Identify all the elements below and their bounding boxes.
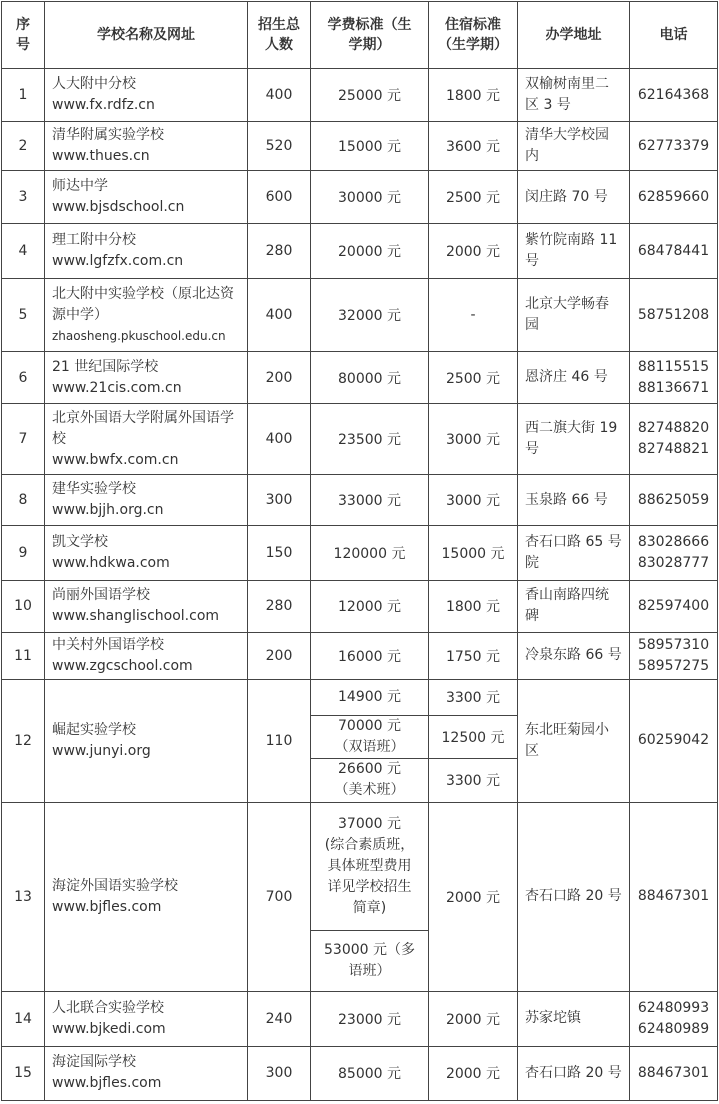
board-cell: 2000 元 (429, 802, 518, 991)
seq-cell: 15 (2, 1046, 45, 1100)
school-url[interactable]: www.thues.cn (52, 148, 150, 165)
school-url[interactable]: www.bjfles.com (52, 1075, 162, 1092)
tuition-note: 具体班型费用 (327, 857, 412, 874)
school-name: 中关村外国语学校 (52, 636, 164, 653)
school-name: 师达中学 (52, 178, 108, 195)
address-cell: 紫竹院南路 11 号 (518, 224, 630, 279)
table-row (2, 1046, 718, 1100)
address-cell: 北京大学畅春园 (518, 279, 630, 352)
address-cell: 双榆树南里二区 3 号 (518, 69, 630, 122)
phone-number: 88467301 (637, 888, 710, 905)
school-cell (45, 69, 248, 122)
school-name: 人北联合实验学校 (52, 999, 164, 1016)
school-cell (45, 526, 248, 581)
table-row (2, 122, 718, 171)
phone-cell (630, 224, 718, 279)
tuition-cell: 25000 元 (311, 69, 429, 122)
tuition-cell: 23500 元 (311, 404, 429, 475)
enroll-cell: 200 (248, 352, 311, 404)
phone-number: 58957275 (637, 657, 710, 674)
school-url[interactable]: www.bjkedi.com (52, 1020, 166, 1037)
board-cell: 3000 元 (429, 404, 518, 475)
table-row (2, 526, 718, 581)
phone-number: 62480993 (637, 999, 710, 1016)
board-cell: 1750 元 (429, 632, 518, 679)
board-cell: 3000 元 (429, 475, 518, 526)
tuition-cell: 32000 元 (311, 279, 429, 352)
school-cell (45, 632, 248, 679)
board-cell: 2500 元 (429, 352, 518, 404)
enroll-cell: 520 (248, 122, 311, 171)
enroll-cell: 300 (248, 475, 311, 526)
tuition-cell (311, 679, 429, 715)
phone-cell (630, 802, 718, 991)
phone-number: 62859660 (637, 188, 710, 205)
header-tuition: 学费标准（生学期） (311, 2, 429, 69)
school-cell (45, 802, 248, 991)
school-name: 人大附中分校 (52, 76, 136, 93)
seq-cell: 11 (2, 632, 45, 679)
table-row (2, 475, 718, 526)
header-seq: 序号 (2, 2, 45, 69)
seq-cell: 12 (2, 679, 45, 802)
seq-cell: 14 (2, 991, 45, 1046)
school-url[interactable]: www.bjjh.org.cn (52, 502, 164, 519)
phone-cell (630, 122, 718, 171)
address-cell: 香山南路四统碑 (518, 581, 630, 632)
tuition-line: 53000 元（多 (324, 941, 415, 958)
tuition-line: 70000 元 (338, 717, 401, 734)
school-url[interactable]: www.21cis.com.cn (52, 379, 182, 396)
tuition-note: 语班） (348, 962, 391, 979)
tuition-cell: 33000 元 (311, 475, 429, 526)
table-row (2, 991, 718, 1046)
enroll-cell: 400 (248, 404, 311, 475)
header-phone: 电话 (630, 2, 718, 69)
table-row (2, 171, 718, 224)
school-cell (45, 991, 248, 1046)
phone-number: 88467301 (637, 1064, 710, 1081)
table-row (2, 581, 718, 632)
school-url[interactable]: www.bjfles.com (52, 898, 162, 915)
tuition-cell: 15000 元 (311, 122, 429, 171)
table-row (2, 352, 718, 404)
school-name: 21 世纪国际学校 (52, 358, 159, 375)
tuition-cell (311, 802, 429, 930)
phone-cell (630, 404, 718, 475)
tuition-cell: 23000 元 (311, 991, 429, 1046)
school-url[interactable]: www.fx.rdfz.cn (52, 97, 155, 114)
table-row (2, 279, 718, 352)
board-cell: 1800 元 (429, 69, 518, 122)
phone-number: 58957310 (637, 636, 710, 653)
school-name: 尚丽外国语学校 (52, 587, 150, 604)
school-cell (45, 224, 248, 279)
board-cell: 12500 元 (429, 715, 518, 758)
seq-cell: 4 (2, 224, 45, 279)
enroll-cell: 150 (248, 526, 311, 581)
tuition-note: 详见学校招生 (327, 878, 412, 895)
phone-cell (630, 279, 718, 352)
tuition-line: 37000 元 (338, 815, 401, 832)
enroll-cell: 600 (248, 171, 311, 224)
board-cell: 2000 元 (429, 1046, 518, 1100)
school-name: 理工附中分校 (52, 232, 136, 249)
school-name: 海淀国际学校 (52, 1054, 136, 1071)
tuition-cell: 85000 元 (311, 1046, 429, 1100)
phone-cell (630, 679, 718, 802)
tuition-cell: 80000 元 (311, 352, 429, 404)
phone-number: 83028777 (637, 555, 710, 572)
tuition-cell: 120000 元 (311, 526, 429, 581)
school-url[interactable]: www.bwfx.com.cn (52, 451, 179, 468)
board-cell: 2500 元 (429, 171, 518, 224)
tuition-note: (综合素质班， (324, 836, 415, 853)
header-address: 办学地址 (518, 2, 630, 69)
phone-number: 88115515 (637, 358, 710, 375)
phone-cell (630, 581, 718, 632)
seq-cell: 9 (2, 526, 45, 581)
school-url[interactable]: www.shanglischool.com (52, 608, 220, 625)
address-cell: 杏石口路 20 号 (518, 802, 630, 991)
phone-cell (630, 352, 718, 404)
school-url[interactable]: www.lgfzfx.com.cn (52, 253, 184, 270)
enroll-cell: 240 (248, 991, 311, 1046)
phone-cell (630, 69, 718, 122)
seq-cell: 6 (2, 352, 45, 404)
tuition-cell (311, 930, 429, 991)
table-row (2, 632, 718, 679)
phone-number: 62773379 (637, 137, 710, 154)
school-name: 建华实验学校 (52, 481, 136, 498)
board-cell: 15000 元 (429, 526, 518, 581)
phone-cell (630, 171, 718, 224)
address-cell: 西二旗大街 19 号 (518, 404, 630, 475)
phone-cell (630, 526, 718, 581)
phone-number: 88136671 (637, 379, 710, 396)
phone-number: 58751208 (637, 306, 710, 323)
address-cell: 恩济庄 46 号 (518, 352, 630, 404)
header-board: 住宿标准（生学期） (429, 2, 518, 69)
board-cell: 3600 元 (429, 122, 518, 171)
seq-cell: 7 (2, 404, 45, 475)
phone-cell (630, 991, 718, 1046)
phone-number: 82597400 (637, 597, 710, 614)
table-row (2, 224, 718, 279)
seq-cell: 8 (2, 475, 45, 526)
tuition-note: （双语班） (334, 738, 405, 755)
tuition-note: 简章) (352, 899, 387, 916)
address-cell: 东北旺菊园小区 (518, 679, 630, 802)
school-cell (45, 581, 248, 632)
phone-number: 60259042 (637, 732, 710, 749)
address-cell: 闵庄路 70 号 (518, 171, 630, 224)
enroll-cell: 400 (248, 69, 311, 122)
board-cell: 3300 元 (429, 679, 518, 715)
school-cell (45, 279, 248, 352)
board-cell: 1800 元 (429, 581, 518, 632)
school-name: 海淀外国语实验学校 (52, 877, 178, 894)
address-cell: 冷泉东路 66 号 (518, 632, 630, 679)
school-cell (45, 1046, 248, 1100)
school-cell (45, 171, 248, 224)
school-cell (45, 475, 248, 526)
tuition-cell: 12000 元 (311, 581, 429, 632)
tuition-cell: 30000 元 (311, 171, 429, 224)
seq-cell: 1 (2, 69, 45, 122)
seq-cell: 5 (2, 279, 45, 352)
phone-number: 62164368 (637, 86, 710, 103)
enroll-cell: 280 (248, 581, 311, 632)
board-cell: 2000 元 (429, 224, 518, 279)
seq-cell: 2 (2, 122, 45, 171)
phone-cell (630, 1046, 718, 1100)
enroll-cell: 110 (248, 679, 311, 802)
board-cell: 3300 元 (429, 758, 518, 802)
seq-cell: 10 (2, 581, 45, 632)
address-cell: 杏石口路 20 号 (518, 1046, 630, 1100)
enroll-cell: 200 (248, 632, 311, 679)
table-row (2, 679, 718, 715)
school-name: 凯文学校 (52, 534, 108, 551)
school-fee-table (1, 1, 718, 1101)
school-name: 清华附属实验学校 (52, 127, 164, 144)
table-row (2, 802, 718, 930)
school-name: 北京外国语大学附属外国语学校 (52, 409, 234, 447)
school-url[interactable]: www.junyi.org (52, 742, 151, 759)
tuition-cell (311, 758, 429, 802)
school-url[interactable]: www.zgcschool.com (52, 657, 193, 674)
phone-cell (630, 475, 718, 526)
tuition-line: 26600 元 (338, 761, 401, 778)
phone-number: 62480989 (637, 1020, 710, 1037)
table-row (2, 404, 718, 475)
tuition-cell: 16000 元 (311, 632, 429, 679)
school-url[interactable]: www.hdkwa.com (52, 555, 170, 572)
header-row (2, 2, 718, 69)
enroll-cell: 280 (248, 224, 311, 279)
school-url[interactable]: www.bjsdschool.cn (52, 199, 185, 216)
address-cell: 清华大学校园内 (518, 122, 630, 171)
phone-number: 82748820 (637, 420, 710, 437)
board-cell: - (429, 279, 518, 352)
school-cell (45, 404, 248, 475)
phone-cell (630, 632, 718, 679)
seq-cell: 3 (2, 171, 45, 224)
board-cell: 2000 元 (429, 991, 518, 1046)
phone-number: 83028666 (637, 534, 710, 551)
phone-number: 82748821 (637, 441, 710, 458)
school-cell (45, 352, 248, 404)
school-cell (45, 679, 248, 802)
tuition-line: 14900 元 (338, 688, 401, 705)
school-url[interactable]: zhaosheng.pkuschool.edu.cn (52, 328, 226, 343)
school-cell (45, 122, 248, 171)
header-school: 学校名称及网址 (45, 2, 248, 69)
header-enroll: 招生总人数 (248, 2, 311, 69)
table-row (2, 69, 718, 122)
school-name: 北大附中实验学校（原北达资源中学） (52, 285, 234, 323)
tuition-note: （美术班） (334, 782, 405, 799)
phone-number: 68478441 (637, 242, 710, 259)
tuition-cell (311, 715, 429, 758)
enroll-cell: 300 (248, 1046, 311, 1100)
school-name: 崛起实验学校 (52, 721, 136, 738)
tuition-cell: 20000 元 (311, 224, 429, 279)
phone-number: 88625059 (637, 491, 710, 508)
enroll-cell: 700 (248, 802, 311, 991)
enroll-cell: 400 (248, 279, 311, 352)
seq-cell: 13 (2, 802, 45, 991)
address-cell: 杏石口路 65 号院 (518, 526, 630, 581)
address-cell: 苏家坨镇 (518, 991, 630, 1046)
address-cell: 玉泉路 66 号 (518, 475, 630, 526)
